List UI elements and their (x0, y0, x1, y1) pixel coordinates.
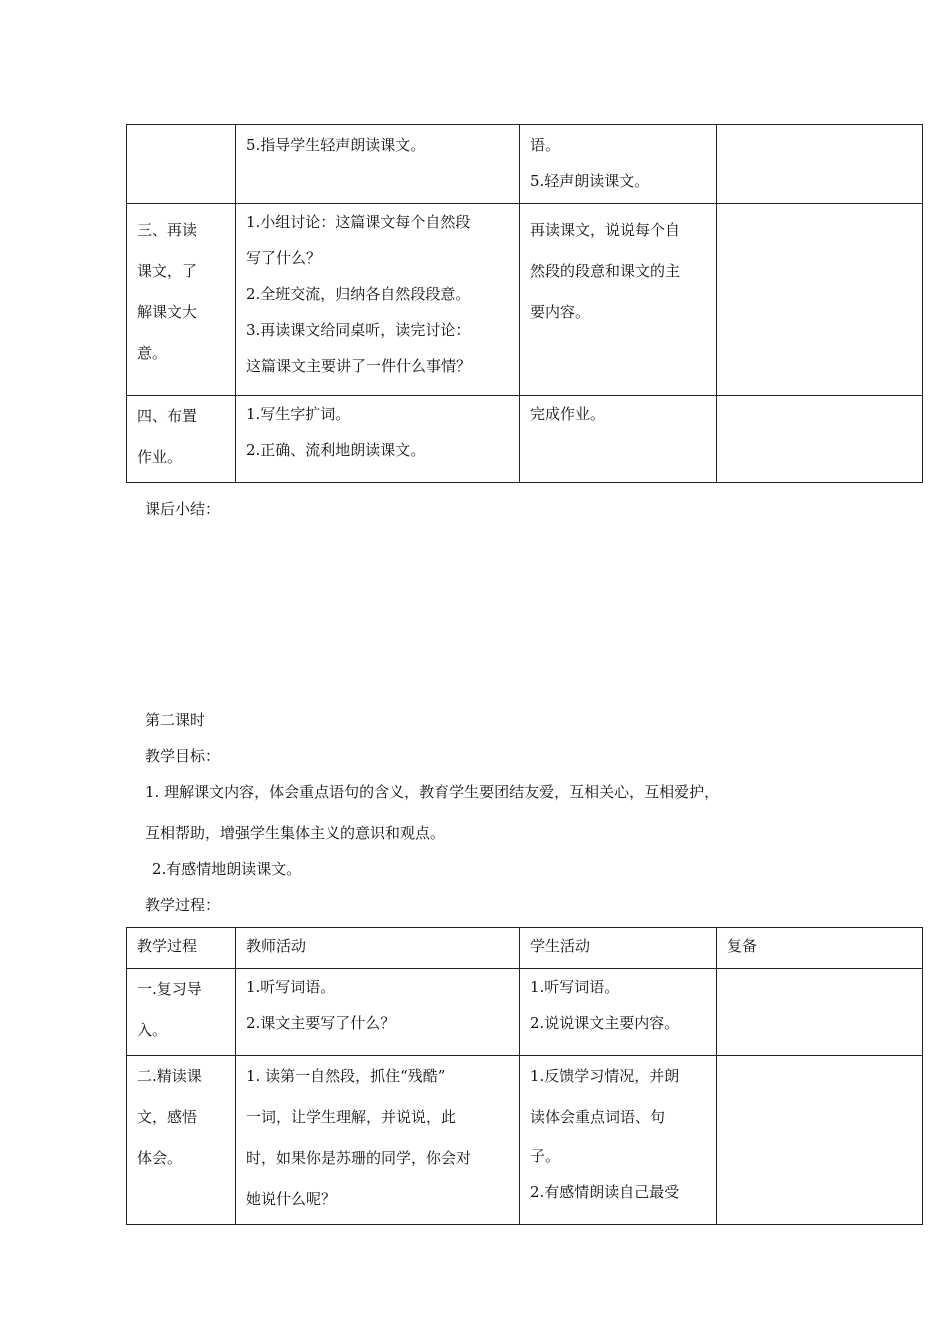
student-activity-cell (520, 204, 717, 396)
cell-line: 她说什么呢？ (246, 1190, 337, 1208)
cell-line: 语。 (530, 136, 561, 154)
student-activity-cell (520, 125, 717, 204)
stage-cell (127, 125, 236, 204)
cell-line: 2.说说课文主要内容。 (530, 1014, 680, 1032)
summary-label: 课后小结： (145, 500, 221, 518)
table-row (127, 125, 923, 204)
cell-line: 这篇课文主要讲了一件什么事情？ (246, 357, 472, 375)
section-title: 第二课时 (145, 711, 206, 729)
student-activity-cell (520, 396, 717, 483)
cell-line: 文，感悟 (137, 1108, 198, 1126)
header-stage (127, 928, 236, 969)
cell-line: 要内容。 (530, 303, 591, 321)
cell-line: 再读课文，说说每个自 (530, 221, 681, 239)
goals-label: 教学目标： (145, 747, 221, 765)
teacher-activity-cell (236, 969, 520, 1056)
cell-line: 读体会重点词语、句 (530, 1108, 666, 1126)
cell-line: 三、再读 (137, 221, 198, 239)
table-row (127, 396, 923, 483)
teacher-activity-cell (236, 396, 520, 483)
cell-line: 1.小组讨论：这篇课文每个自然段 (246, 213, 471, 231)
cell-line: 1. 读第一自然段，抓住“残酷” (246, 1067, 446, 1085)
goal-item-continued: 互相帮助，增强学生集体主义的意识和观点。 (145, 824, 446, 842)
cell-line: 意。 (137, 344, 168, 362)
stage-cell (127, 1056, 236, 1225)
student-activity-cell (520, 969, 717, 1056)
header-notes (717, 928, 923, 969)
goal-item: 1. 理解课文内容，体会重点语句的含义，教育学生要团结友爱，互相关心，互相爱护， (145, 783, 720, 801)
cell-line: 一词，让学生理解，并说说，此 (246, 1108, 457, 1126)
notes-cell (717, 125, 923, 204)
table-header-row (127, 928, 923, 969)
cell-line: 1.听写词语。 (246, 978, 336, 996)
teacher-activity-cell (236, 125, 520, 204)
header-label: 复备 (727, 937, 758, 955)
notes-cell (717, 204, 923, 396)
cell-line: 5.指导学生轻声朗读课文。 (246, 136, 426, 154)
lesson-table-2 (126, 927, 923, 1225)
teacher-activity-cell (236, 1056, 520, 1225)
cell-line: 3.再读课文给同桌听，读完讨论： (246, 321, 471, 339)
notes-cell (717, 969, 923, 1056)
cell-line: 1.写生字扩词。 (246, 405, 351, 423)
cell-line: 四、布置 (137, 407, 198, 425)
cell-line: 5.轻声朗读课文。 (530, 172, 650, 190)
stage-cell (127, 396, 236, 483)
goal-item: 2.有感情地朗读课文。 (152, 860, 302, 878)
stage-cell (127, 969, 236, 1056)
table-row (127, 204, 923, 396)
cell-line: 然段的段意和课文的主 (530, 262, 681, 280)
cell-line: 子。 (530, 1147, 561, 1165)
cell-line: 一.复习导 (137, 980, 202, 998)
header-label: 学生活动 (530, 937, 591, 955)
student-activity-cell (520, 1056, 717, 1225)
cell-line: 1.听写词语。 (530, 978, 620, 996)
cell-line: 入。 (137, 1021, 168, 1039)
cell-line: 课文，了 (137, 262, 198, 280)
process-label: 教学过程： (145, 896, 221, 914)
cell-line: 2.有感情朗读自己最受 (530, 1183, 680, 1201)
cell-line: 二.精读课 (137, 1067, 202, 1085)
lesson-table-1 (126, 124, 923, 483)
cell-line: 写了什么？ (246, 249, 322, 267)
cell-line: 解课文大 (137, 303, 198, 321)
cell-line: 作业。 (137, 448, 183, 466)
cell-line: 1.反馈学习情况，并朗 (530, 1067, 680, 1085)
cell-line: 2.正确、流利地朗读课文。 (246, 441, 426, 459)
cell-line: 2.全班交流，归纳各自然段段意。 (246, 285, 471, 303)
notes-cell (717, 1056, 923, 1225)
stage-cell (127, 204, 236, 396)
cell-line: 2.课文主要写了什么？ (246, 1014, 396, 1032)
header-label: 教学过程 (137, 937, 198, 955)
teacher-activity-cell (236, 204, 520, 396)
cell-line: 完成作业。 (530, 405, 606, 423)
header-teacher (236, 928, 520, 969)
table-row (127, 969, 923, 1056)
header-student (520, 928, 717, 969)
table-row (127, 1056, 923, 1225)
notes-cell (717, 396, 923, 483)
cell-line: 体会。 (137, 1149, 183, 1167)
cell-line: 时，如果你是苏珊的同学，你会对 (246, 1149, 472, 1167)
header-label: 教师活动 (246, 937, 307, 955)
